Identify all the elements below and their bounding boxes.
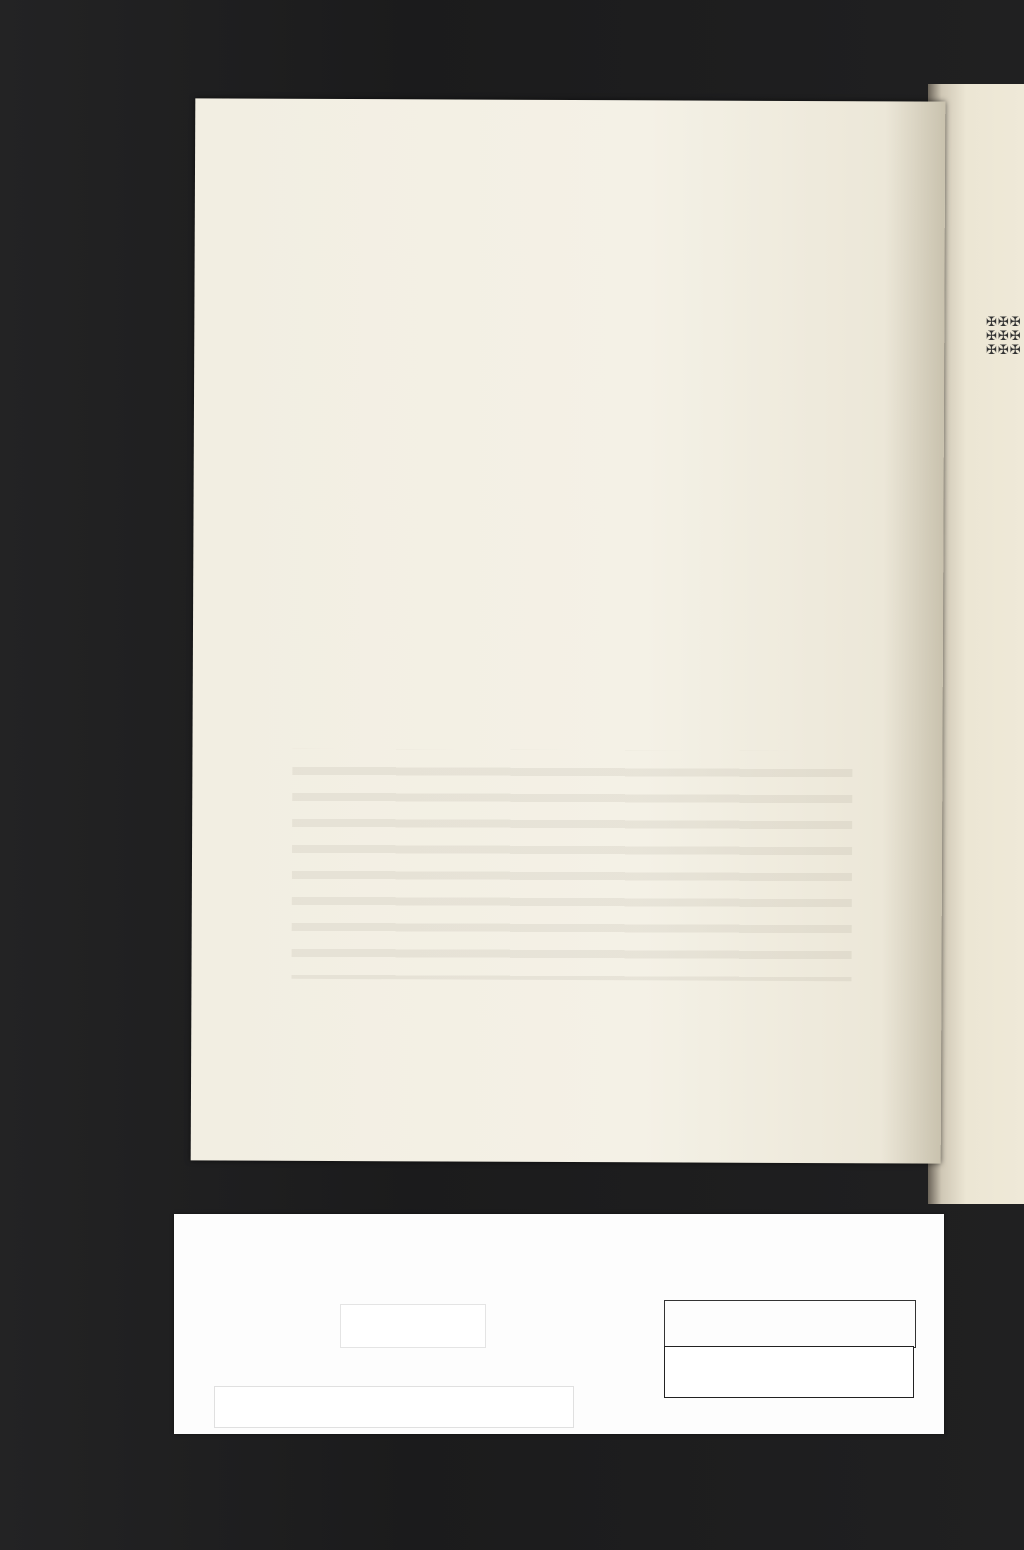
ink-show-through <box>291 749 852 981</box>
color-chart <box>664 1300 916 1348</box>
measurement-scale <box>664 1346 914 1398</box>
color-swatch-green <box>707 1301 749 1347</box>
page-body <box>293 263 841 265</box>
paragraph <box>293 263 841 265</box>
color-swatch-red <box>665 1301 707 1347</box>
paragraph <box>293 263 841 265</box>
color-swatch-gray <box>832 1301 874 1347</box>
facing-page-ornament: ✠✠✠ ✠✠✠ ✠✠✠ <box>986 315 1022 358</box>
verzeichnis <box>214 1386 574 1428</box>
color-swatch-black <box>873 1301 915 1347</box>
paragraph <box>293 263 841 265</box>
page-heading <box>195 198 945 201</box>
paragraph <box>293 263 841 265</box>
library-label <box>174 1214 944 1434</box>
scale-ticks <box>665 1347 915 1399</box>
color-swatch-white <box>790 1301 832 1347</box>
book-page <box>191 98 946 1163</box>
signatur-value <box>340 1304 486 1348</box>
color-swatch-blue <box>748 1301 790 1347</box>
